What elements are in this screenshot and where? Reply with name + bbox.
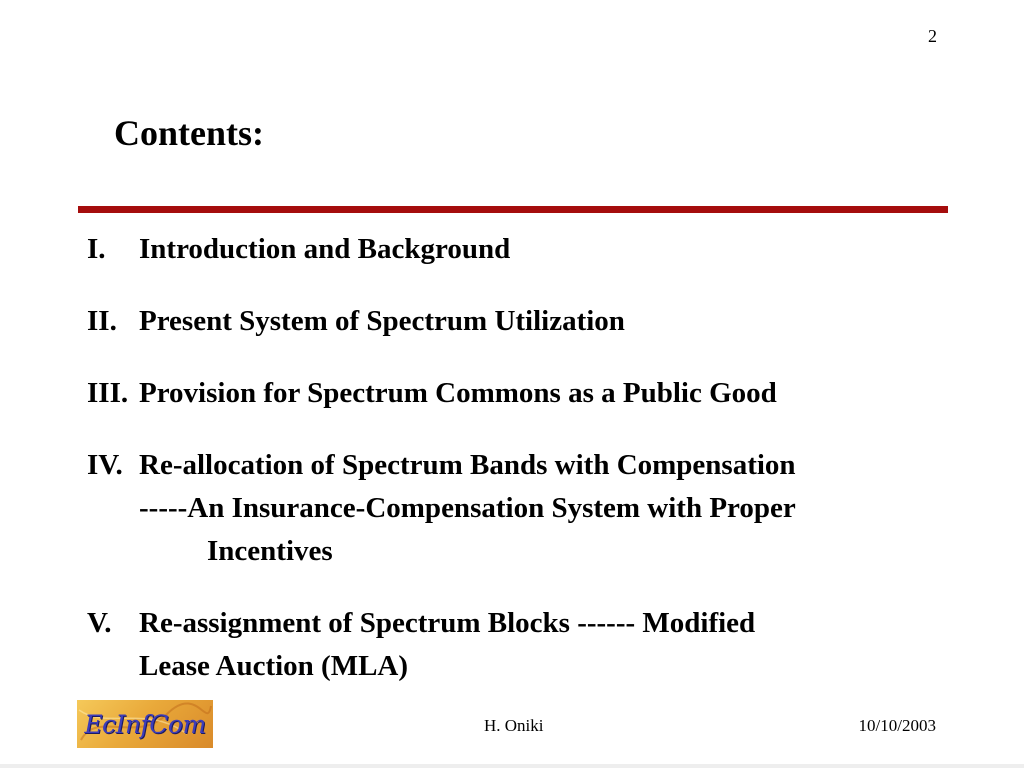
page-bottom-edge [0, 764, 1024, 768]
item-text: Present System of Spectrum Utilization [139, 305, 625, 337]
item-subtext-continued: Incentives [207, 535, 333, 567]
item-text: Re-assignment of Spectrum Blocks ------ Modified [139, 607, 756, 639]
list-item [87, 602, 967, 688]
footer-author: H. Oniki [484, 716, 544, 735]
item-number: III. [87, 377, 129, 409]
item-number: IV. [87, 449, 123, 481]
item-number: V. [87, 607, 112, 639]
item-text: Provision for Spectrum Commons as a Public Good [139, 377, 777, 409]
contents-list [87, 228, 967, 717]
item-text-continued: Lease Auction (MLA) [139, 650, 409, 682]
ecinfcom-logo [77, 700, 213, 748]
list-item [87, 300, 967, 343]
logo-text: EcInfCom [84, 709, 206, 739]
item-number: I. [87, 233, 106, 265]
title-divider [78, 206, 948, 213]
list-item [87, 444, 967, 573]
item-text: Re-allocation of Spectrum Bands with Compensation [139, 449, 796, 481]
list-item [87, 228, 967, 271]
footer [0, 700, 1024, 750]
item-subtext: -----An Insurance-Compensation System with Proper [139, 492, 796, 524]
item-number: II. [87, 305, 117, 337]
slide-title: Contents: [114, 113, 264, 153]
footer-date: 10/10/2003 [858, 716, 936, 735]
slide-number: 2 [928, 26, 937, 46]
list-item [87, 372, 967, 415]
item-text: Introduction and Background [139, 233, 511, 265]
